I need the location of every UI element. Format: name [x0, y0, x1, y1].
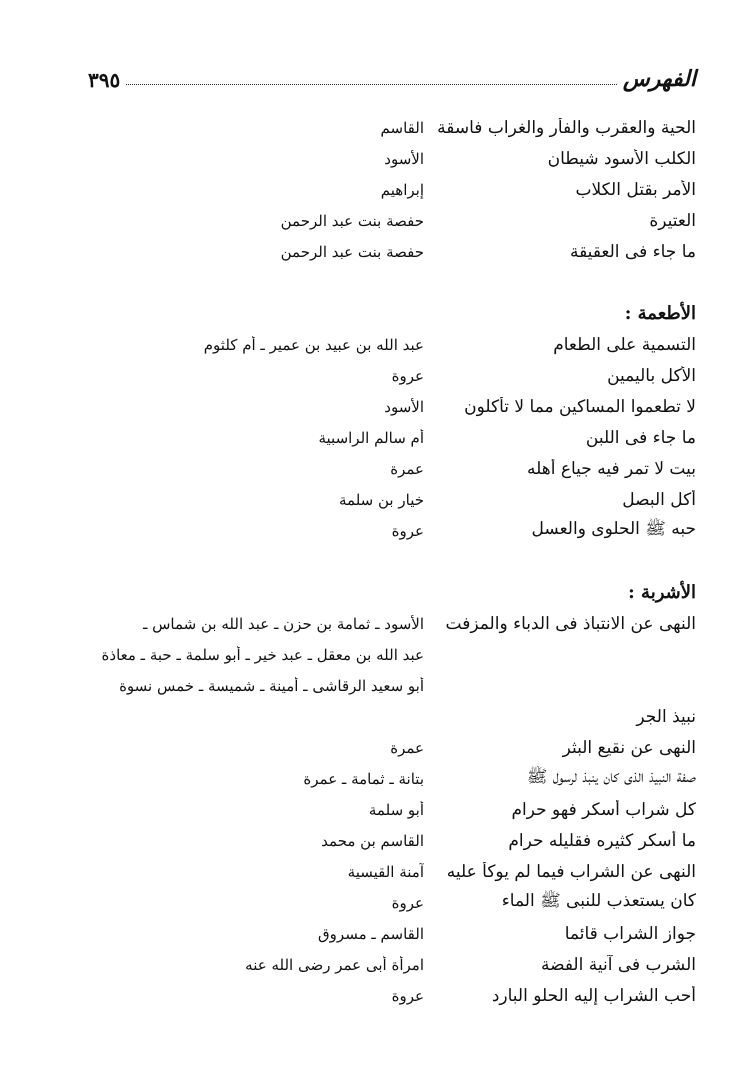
entry-topic: النهى عن الانتباذ فى الدباء والمزفت — [445, 613, 696, 634]
entry-topic: العتيرة — [649, 210, 696, 231]
entry-narrator: حفصة بنت عبد الرحمن — [280, 242, 424, 261]
section-heading: الأشربة : — [628, 582, 696, 603]
entry-narrator: عبد الله بن عبيد بن عمير ـ أم كلثوم — [203, 335, 424, 354]
entry-narrator: الأسود ـ ثمامة بن حزن ـ عبد الله بن شماس ـ — [142, 614, 424, 633]
entry-narrator: حفصة بنت عبد الرحمن — [280, 211, 424, 230]
entry-narrator: أبو سلمة — [368, 800, 424, 819]
entry-topic: كل شراب أسكر فهو حرام — [511, 799, 696, 820]
index-entry — [88, 608, 696, 639]
entry-topic: حبه ﷺ الحلوى والعسل — [531, 519, 696, 539]
entry-topic: الحية والعقرب والفأر والغراب فاسقة — [437, 117, 696, 138]
index-entry — [88, 391, 696, 422]
entry-topic: كان يستعذب للنبى ﷺ الماء — [501, 891, 696, 911]
entry-topic: الكلب الأسود شيطان — [547, 148, 696, 169]
entry-topic: الشرب فى آنية الفضة — [540, 954, 696, 975]
entry-narrator: أبو سعيد الرقاشى ـ أمينة ـ شميسة ـ خمس نسوة — [119, 676, 424, 695]
entry-topic: النهى عن الشراب فيما لم يوكأ عليه — [446, 861, 696, 882]
entry-narrator: عروة — [391, 893, 424, 912]
entry-topic: صفة النبيذ الذى كان ينبذ لرسول ﷺ — [526, 767, 696, 787]
entry-narrator: امرأة أبى عمر رضى الله عنه — [245, 955, 424, 974]
header-dotted-rule — [126, 84, 617, 85]
index-entry — [88, 887, 696, 918]
index-entry — [88, 453, 696, 484]
index-entry — [88, 825, 696, 856]
index-entry — [88, 639, 696, 670]
entry-narrator: أم سالم الراسبية — [318, 428, 424, 447]
index-entry — [88, 794, 696, 825]
entry-narrator: القاسم بن محمد — [321, 831, 424, 850]
section-gap — [88, 267, 696, 298]
index-entry — [88, 918, 696, 949]
index-entry — [88, 112, 696, 143]
entry-topic: بيت لا تمر فيه جياع أهله — [527, 458, 696, 479]
entry-narrator: الأسود — [384, 149, 424, 168]
page-number: ٣٩٥ — [88, 68, 121, 92]
index-entry — [88, 980, 696, 1011]
index-entry — [88, 732, 696, 763]
entry-topic: النهى عن نقيع البثر — [562, 737, 696, 758]
entry-narrator: عروة — [391, 366, 424, 385]
entry-narrator: القاسم ـ مسروق — [318, 924, 424, 943]
entry-narrator: عمرة — [390, 459, 424, 478]
index-entry — [88, 515, 696, 546]
index-entry — [88, 422, 696, 453]
entry-topic: لا تطعموا المساكين مما لا تأكلون — [464, 396, 696, 417]
index-entry — [88, 143, 696, 174]
entry-narrator: عروة — [391, 521, 424, 540]
entry-narrator: بتانة ـ ثمامة ـ عمرة — [303, 769, 424, 788]
entry-narrator: عمرة — [390, 738, 424, 757]
index-entry — [88, 205, 696, 236]
section-heading: الأطعمة : — [624, 303, 696, 324]
index-entry — [88, 670, 696, 701]
index-entries — [88, 112, 696, 1011]
entry-topic: نبيذ الجر — [636, 706, 696, 727]
entry-topic: أكل البصل — [622, 489, 696, 510]
index-entry — [88, 360, 696, 391]
index-entry — [88, 484, 696, 515]
index-entry — [88, 949, 696, 980]
index-entry — [88, 701, 696, 732]
index-entry — [88, 856, 696, 887]
entry-topic: أحب الشراب إليه الحلو البارد — [491, 985, 696, 1006]
entry-topic: ما جاء فى العقيقة — [569, 241, 696, 262]
entry-topic: جواز الشراب قائما — [564, 923, 696, 944]
entry-narrator: عروة — [391, 986, 424, 1005]
entry-narrator: الأسود — [384, 397, 424, 416]
index-entry — [88, 329, 696, 360]
running-header — [88, 60, 696, 92]
entry-topic: ما أسكر كثيره فقليله حرام — [508, 830, 696, 851]
index-entry — [88, 174, 696, 205]
entry-narrator: إبراهيم — [380, 180, 424, 199]
entry-topic: ما جاء فى اللبن — [585, 427, 696, 448]
section-gap — [88, 546, 696, 577]
entry-topic: التسمية على الطعام — [553, 334, 696, 355]
entry-narrator: عبد الله بن معقل ـ عبد خير ـ أبو سلمة ـ حبة ـ معاذة — [101, 645, 424, 664]
entry-narrator: القاسم — [380, 118, 424, 137]
index-entry — [88, 763, 696, 794]
entry-narrator: آمنة القيسية — [347, 862, 424, 881]
page-title: الفهرس — [622, 66, 696, 92]
index-entry — [88, 236, 696, 267]
entry-narrator: خيار بن سلمة — [339, 490, 424, 509]
entry-topic: الأمر بقتل الكلاب — [575, 179, 696, 200]
entry-topic: الأكل باليمين — [607, 365, 696, 386]
